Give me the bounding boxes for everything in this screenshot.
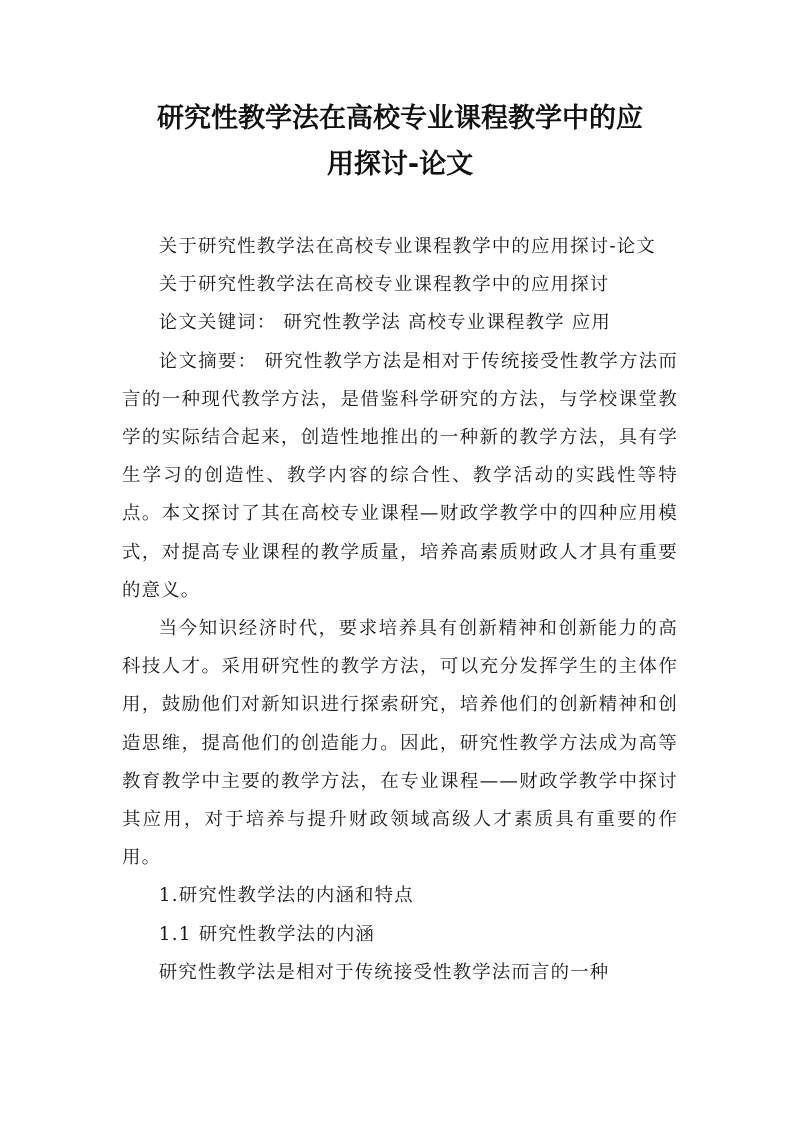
subsection-heading-1-1: 1.1 研究性教学法的内涵 [158, 923, 376, 945]
paragraph-full-title: 关于研究性教学法在高校专业课程教学中的应用探讨-论文 [158, 236, 656, 257]
paragraph-subtitle: 关于研究性教学法在高校专业课程教学中的应用探讨 [158, 274, 610, 296]
section-heading-1: 1.研究性教学法的内涵和特点 [158, 885, 414, 907]
title-line-2: 用探讨-论文 [326, 149, 474, 180]
title-line-1: 研究性教学法在高校专业课程教学中的应 [157, 103, 643, 134]
paragraph-introduction: 当今知识经济时代，要求培养具有创新精神和创新能力的高科技人才。采用研究性的教学方法，可以充分发挥学生的主体作用，鼓励他们对新知识进行探索研究，培养他们的创新精神和创造思维，提高他们的创造能力。因此，研究性教学方法成为高等教育教学中主要的教学方法，在专业课程——财政学教学中探讨其应用，对于培养与提升财政领域高级人才素质具有重要的作用。 [122, 618, 678, 869]
document-title [120, 96, 680, 188]
document-body [122, 228, 678, 992]
paragraph-keywords: 论文关键词： 研究性教学法 高校专业课程教学 应用 [158, 312, 611, 334]
paragraph-abstract: 论文摘要： 研究性教学方法是相对于传统接受性教学方法而言的一种现代教学方法，是借鉴科学研究的方法，与学校课堂教学的实际结合起来，创造性地推出的一种新的教学方法，具有学生学习的创造性、教学内容的综合性、教学活动的实践性等特点。本文探讨了其在高校专业课程—财政学教学中的四种应用模式，对提高专业课程的教学质量，培养高素质财政人才具有重要的意义。 [122, 350, 678, 601]
paragraph-section-body: 研究性教学法是相对于传统接受性教学法而言的一种 [158, 961, 610, 983]
